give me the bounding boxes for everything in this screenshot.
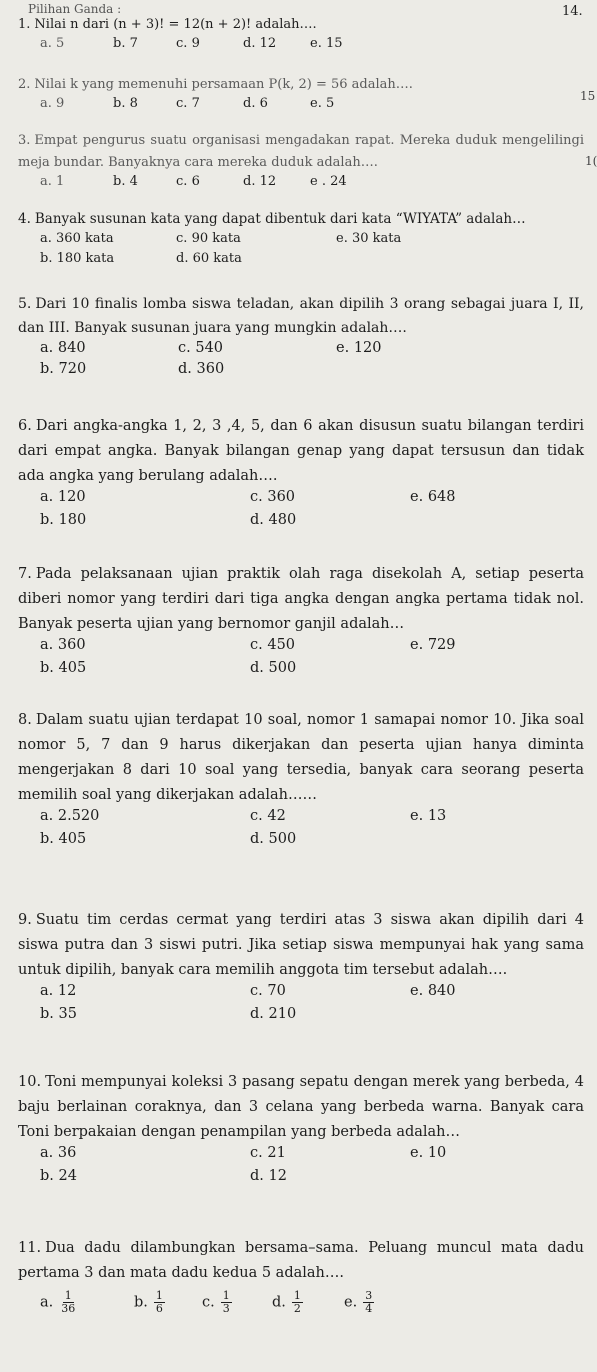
options-row	[18, 489, 584, 512]
question-10	[18, 1070, 584, 1191]
question-stem: 3. Empat pengurus suatu organisasi mengadakan rapat. Mereka duduk mengelilingi meja bundar. Banyaknya cara mereka duduk adalah….	[18, 133, 584, 170]
question-stem: 11. Dua dadu dilambungkan bersama–sama. Peluang muncul mata dadu pertama 3 dan mata dadu kedua 5 adalah….	[18, 1240, 584, 1281]
question-9	[18, 908, 584, 1029]
option-b: b. 720	[40, 361, 87, 377]
option-c: c. 90 kata	[176, 231, 241, 246]
options-row	[18, 983, 584, 1006]
option-c: c. 42	[250, 808, 286, 824]
option-d: d. 500	[250, 831, 297, 847]
question-stem: 9. Suatu tim cerdas cermat yang terdiri atas 3 siswa akan dipilih dari 4 siswa putra dan 3 siswi putri. Jika setiap siswa mempunyai hak yang sama untuk dipilih, banyak cara memilih anggota tim tersebut adalah….	[18, 912, 584, 978]
question-stem: 6. Dari angka-angka 1, 2, 3 ,4, 5, dan 6 akan disusun suatu bilangan terdiri dari empat angka. Banyak bilangan genap yang dapat tersusun dan tidak ada angka yang berulang adalah….	[18, 418, 584, 484]
fraction: $\frac{1}{36}$	[61, 1289, 76, 1315]
options-row	[18, 1168, 584, 1191]
option-a: a. 36	[40, 1145, 77, 1161]
option-a: a. 9	[40, 96, 65, 111]
options-row	[18, 361, 584, 382]
option-e: e. 13	[410, 808, 447, 824]
question-3	[18, 130, 584, 197]
options-row	[18, 251, 584, 271]
option-c: c. 21	[250, 1145, 286, 1161]
option-c: c. 70	[250, 983, 286, 999]
question-1	[18, 14, 584, 59]
option-d: d. 12	[243, 174, 277, 189]
question-4	[18, 208, 584, 271]
option-e: e. 840	[410, 983, 456, 999]
option-c: c. 9	[176, 36, 200, 51]
question-stem: 2. Nilai k yang memenuhi persamaan P(k, 2) = 56 adalah….	[18, 77, 413, 92]
option-e: e. 5	[310, 96, 335, 111]
option-d: d. 12	[250, 1168, 287, 1184]
question-stem: 5. Dari 10 finalis lomba siswa teladan, akan dipilih 3 orang sebagai juara I, II, dan III. Banyak susunan juara yang mungkin adalah….	[18, 296, 584, 336]
option-a: a. 120	[40, 489, 86, 505]
option-b: b. 8	[113, 96, 138, 111]
option-c: c. 450	[250, 637, 296, 653]
question-7	[18, 562, 584, 683]
options-row	[18, 1006, 584, 1029]
option-d: d. 360	[178, 361, 225, 377]
option-a: a. 1	[40, 174, 65, 189]
options-row	[18, 512, 584, 535]
options-row	[18, 96, 584, 119]
option-b: b. 7	[113, 36, 138, 51]
option-d: d. $\frac{1}{2}$	[272, 1289, 301, 1315]
options-row	[18, 1290, 584, 1324]
option-d: d. 12	[243, 36, 277, 51]
option-b: b. $\frac{1}{6}$	[134, 1289, 163, 1315]
side-mark: 1(	[585, 154, 597, 168]
fraction: $\frac{1}{3}$	[222, 1289, 230, 1315]
option-e: e. $\frac{3}{4}$	[344, 1289, 373, 1315]
page-number: 14.	[562, 4, 583, 19]
option-d: d. 6	[243, 96, 268, 111]
option-d: d. 480	[250, 512, 297, 528]
options-row	[18, 340, 584, 361]
question-5	[18, 292, 584, 382]
option-e: e. 30 kata	[336, 231, 402, 246]
option-b: b. 24	[40, 1168, 77, 1184]
options-row	[18, 831, 584, 854]
fraction: $\frac{3}{4}$	[365, 1289, 373, 1315]
question-stem: 4. Banyak susunan kata yang dapat dibentuk dari kata “WIYATA” adalah…	[18, 211, 526, 227]
option-a: a. 12	[40, 983, 77, 999]
question-stem: 7. Pada pelaksanaan ujian praktik olah raga disekolah A, setiap peserta diberi nomor yang terdiri dari tiga angka dengan angka pertama tidak nol. Banyak peserta ujian yang bernomor ganjil adalah…	[18, 566, 584, 632]
question-stem: 1. Nilai n dari (n + 3)! = 12(n + 2)! adalah….	[18, 17, 317, 32]
option-a: a. 2.520	[40, 808, 100, 824]
option-a: a. $\frac{1}{36}$	[40, 1289, 76, 1315]
fraction: $\frac{1}{2}$	[293, 1289, 301, 1315]
side-mark: 15	[580, 89, 596, 103]
option-b: b. 405	[40, 831, 87, 847]
option-a: a. 5	[40, 36, 65, 51]
option-d: d. 60 kata	[176, 251, 242, 266]
question-8	[18, 708, 584, 854]
options-row	[18, 808, 584, 831]
options-row	[18, 36, 584, 59]
options-row	[18, 231, 584, 251]
option-e: e. 120	[336, 340, 382, 356]
options-row	[18, 1145, 584, 1168]
options-row	[18, 174, 584, 197]
option-d: d. 210	[250, 1006, 297, 1022]
option-b: b. 180	[40, 512, 87, 528]
options-row	[18, 637, 584, 660]
option-b: b. 35	[40, 1006, 77, 1022]
options-row	[18, 660, 584, 683]
option-a: a. 840	[40, 340, 86, 356]
option-c: c. 6	[176, 174, 200, 189]
option-e: e. 10	[410, 1145, 447, 1161]
option-b: b. 180 kata	[40, 251, 115, 266]
option-a: a. 360	[40, 637, 86, 653]
option-e: e. 729	[410, 637, 456, 653]
fraction: $\frac{1}{6}$	[155, 1289, 163, 1315]
question-11	[18, 1236, 584, 1324]
option-b: b. 4	[113, 174, 138, 189]
option-c: c. 360	[250, 489, 296, 505]
option-e: e. 15	[310, 36, 343, 51]
question-2	[18, 74, 584, 119]
option-c: c. 540	[178, 340, 224, 356]
option-e: e. 648	[410, 489, 456, 505]
question-6	[18, 414, 584, 535]
option-c: c. 7	[176, 96, 200, 111]
option-a: a. 360 kata	[40, 231, 114, 246]
option-c: c. $\frac{1}{3}$	[202, 1289, 230, 1315]
section-title: Pilihan Ganda :	[28, 2, 122, 16]
option-d: d. 500	[250, 660, 297, 676]
option-b: b. 405	[40, 660, 87, 676]
option-e: e . 24	[310, 174, 347, 189]
question-stem: 10. Toni mempunyai koleksi 3 pasang sepatu dengan merek yang berbeda, 4 baju berlainan coraknya, dan 3 celana yang berbeda warna. Banyak cara Toni berpakaian dengan penampilan yang berbeda adalah…	[18, 1074, 584, 1140]
question-stem: 8. Dalam suatu ujian terdapat 10 soal, nomor 1 samapai nomor 10. Jika soal nomor 5, 7 dan 9 harus dikerjakan dan peserta ujian hanya diminta mengerjakan 8 dari 10 soal yang tersedia, banyak cara seorang peserta memilih soal yang dikerjakan adalah……	[18, 712, 584, 803]
